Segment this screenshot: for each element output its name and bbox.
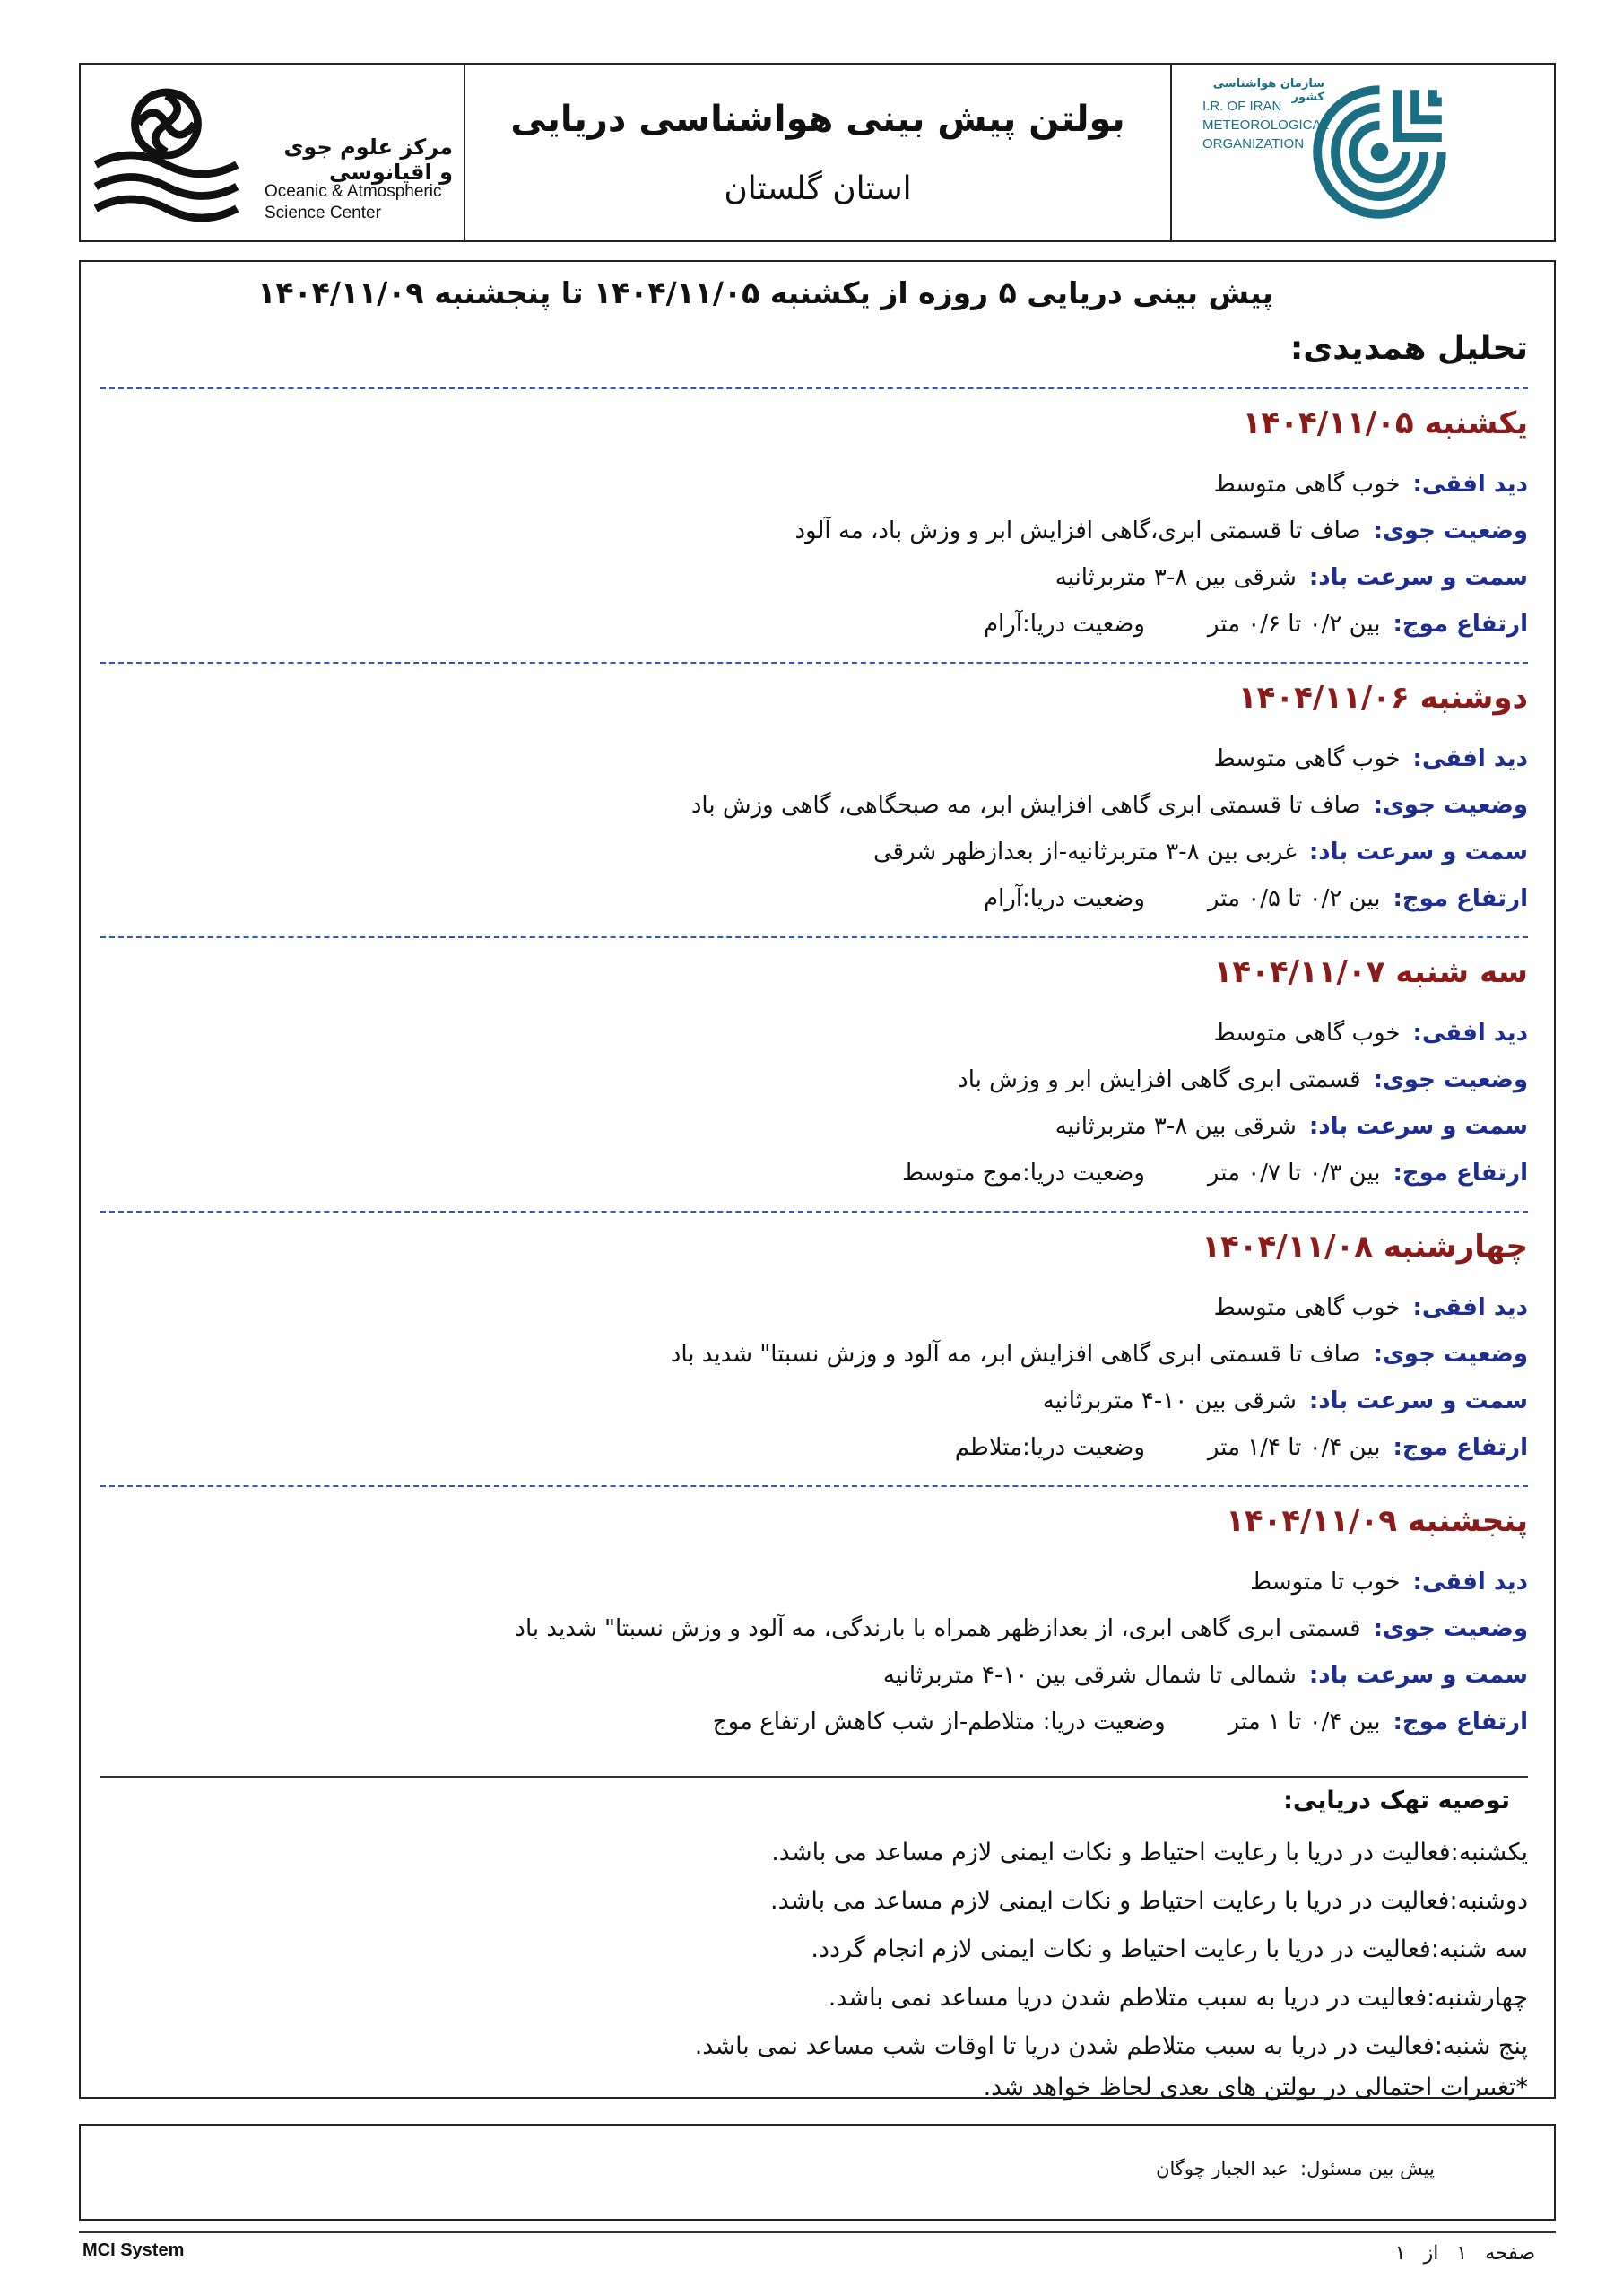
weather-row	[958, 1066, 1528, 1093]
day-title: یکشنبه ۱۴۰۴/۱۱/۰۵	[1242, 405, 1528, 441]
footer-divider	[79, 2231, 1556, 2233]
day-title: سه شنبه ۱۴۰۴/۱۱/۰۷	[1213, 954, 1528, 990]
org-logo-cell	[1170, 65, 1554, 240]
weather-label: وضعیت جوی:	[1373, 517, 1528, 544]
weather-value: قسمتی ابری گاهی افزایش ابر و وزش باد	[958, 1066, 1361, 1093]
visibility-label: دید افقی:	[1412, 1294, 1528, 1321]
center-name-en-line: Science Center	[265, 204, 381, 222]
visibility-row	[1214, 745, 1528, 772]
wind-label: سمت و سرعت باد:	[1308, 1387, 1528, 1414]
wave-value: بین ۰/۲ تا ۰/۶ متر	[1207, 611, 1381, 638]
weather-row	[794, 517, 1528, 544]
page-indicator	[1386, 2242, 1544, 2265]
org-name-en	[1202, 97, 1337, 153]
sea-state: وضعیت دریا:آرام	[983, 611, 1145, 638]
wind-row	[883, 1662, 1528, 1689]
science-center-logo-icon	[88, 74, 245, 230]
wind-row	[1043, 1387, 1528, 1414]
wave-row	[984, 611, 1528, 638]
weather-label: وضعیت جوی:	[1373, 792, 1528, 819]
weather-label: وضعیت جوی:	[1373, 1066, 1528, 1093]
section-divider	[100, 1776, 1528, 1778]
weather-row	[691, 792, 1528, 819]
advice-title: توصیه تهک دریایی:	[1283, 1787, 1510, 1814]
forecast-title: پیش بینی دریایی ۵ روزه از یکشنبه ۱۴۰۴/۱۱/۰۵ تا پنجشنبه ۱۴۰۴/۱۱/۰۹	[257, 275, 1273, 310]
sea-state: وضعیت دریا:موج متوسط	[901, 1160, 1145, 1187]
wave-value: بین ۰/۳ تا ۰/۷ متر	[1207, 1160, 1381, 1187]
dashed-divider	[100, 936, 1528, 938]
wave-label: ارتفاع موج:	[1393, 611, 1528, 638]
day-title: دوشنبه ۱۴۰۴/۱۱/۰۶	[1237, 680, 1528, 716]
wave-label: ارتفاع موج:	[1393, 885, 1528, 912]
visibility-row	[1214, 1294, 1528, 1321]
weather-label: وضعیت جوی:	[1373, 1615, 1528, 1642]
advice-line: چهارشنبه:فعالیت در دریا به سبب متلاطم شدن دریا مساعد نمی باشد.	[828, 1984, 1528, 2012]
advice-line: پنج شنبه:فعالیت در دریا به سبب متلاطم شدن دریا تا اوقات شب مساعد نمی باشد.	[694, 2032, 1528, 2060]
advice-line: سه شنبه:فعالیت در دریا با رعایت احتیاط و نکات ایمنی لازم انجام گردد.	[811, 1935, 1528, 1963]
visibility-value: خوب گاهی متوسط	[1213, 471, 1401, 498]
of-label: از	[1423, 2242, 1439, 2265]
org-name-en-line: I.R. OF IRAN	[1202, 99, 1282, 114]
dashed-divider	[100, 1485, 1528, 1487]
visibility-label: دید افقی:	[1412, 745, 1528, 772]
visibility-row	[1250, 1569, 1528, 1596]
sea-state: وضعیت دریا:آرام	[983, 885, 1145, 912]
visibility-row	[1214, 1020, 1528, 1047]
wind-label: سمت و سرعت باد:	[1308, 1662, 1528, 1689]
sea-state: وضعیت دریا: متلاطم-از شب کاهش ارتفاع موج	[712, 1709, 1166, 1735]
wave-value: بین ۰/۴ تا ۱ متر	[1228, 1709, 1381, 1735]
forecaster-signature	[1156, 2158, 1435, 2179]
visibility-value: خوب گاهی متوسط	[1213, 1294, 1401, 1321]
wind-row	[1055, 564, 1528, 591]
org-name-en-line: ORGANIZATION	[1202, 136, 1305, 152]
wave-label: ارتفاع موج:	[1393, 1160, 1528, 1187]
org-name-en-line: METEOROLOGICAL	[1202, 117, 1329, 133]
wind-value: شرقی بین ۸-۳ متربرثانیه	[1055, 1113, 1297, 1140]
sea-state: وضعیت دریا:متلاطم	[954, 1434, 1145, 1461]
system-name: MCI System	[82, 2240, 185, 2260]
day-title: پنجشنبه ۱۴۰۴/۱۱/۰۹	[1226, 1503, 1528, 1539]
bulletin-header	[79, 63, 1556, 242]
wave-label: ارتفاع موج:	[1393, 1434, 1528, 1461]
wind-row	[1055, 1113, 1528, 1140]
dashed-divider	[100, 1211, 1528, 1213]
weather-label: وضعیت جوی:	[1373, 1341, 1528, 1368]
wind-row	[873, 839, 1528, 865]
weather-value: صاف تا قسمتی ابری،گاهی افزایش ابر و وزش باد، مه آلود	[794, 517, 1361, 544]
dashed-divider	[100, 662, 1528, 664]
day-title: چهارشنبه ۱۴۰۴/۱۱/۰۸	[1202, 1229, 1528, 1265]
visibility-label: دید افقی:	[1412, 471, 1528, 498]
advice-line: دوشنبه:فعالیت در دریا با رعایت احتیاط و نکات ایمنی لازم مساعد می باشد.	[770, 1887, 1528, 1915]
wind-value: شرقی بین ۸-۳ متربرثانیه	[1055, 564, 1297, 591]
forecaster-name: عبد الجبار چوگان	[1156, 2158, 1289, 2179]
wind-label: سمت و سرعت باد:	[1308, 564, 1528, 591]
visibility-label: دید افقی:	[1412, 1020, 1528, 1047]
weather-row	[515, 1615, 1528, 1642]
wave-value: بین ۰/۴ تا ۱/۴ متر	[1207, 1434, 1381, 1461]
center-name-en	[265, 181, 457, 224]
weather-value: قسمتی ابری گاهی ابری، از بعدازظهر همراه با بارندگی، مه آلود و وزش نسبتا" شدید باد	[515, 1615, 1361, 1642]
wave-row	[984, 885, 1528, 912]
wave-row	[902, 1160, 1528, 1187]
visibility-value: خوب تا متوسط	[1250, 1569, 1401, 1596]
wave-label: ارتفاع موج:	[1393, 1709, 1528, 1735]
page-number: ۱	[1456, 2242, 1468, 2265]
wind-value: شرقی بین ۱۰-۴ متربرثانیه	[1042, 1387, 1297, 1414]
advice-note: *تغییرات احتمالی در بولتن های بعدی لحاظ خواهد شد.	[983, 2074, 1528, 2101]
weather-value: صاف تا قسمتی ابری گاهی افزایش ابر، مه صبحگاهی، گاهی وزش باد	[690, 792, 1361, 819]
wind-label: سمت و سرعت باد:	[1308, 1113, 1528, 1140]
weather-value: صاف تا قسمتی ابری گاهی افزایش ابر، مه آلود و وزش نسبتا" شدید باد	[670, 1341, 1361, 1368]
weather-row	[671, 1341, 1528, 1368]
bulletin-title: بولتن پیش بینی هواشناسی دریایی	[510, 99, 1125, 140]
wind-value: شمالی تا شمال شرقی بین ۱۰-۴ متربرثانیه	[882, 1662, 1297, 1689]
forecaster-label: پیش بین مسئول:	[1300, 2158, 1435, 2179]
synoptic-analysis-label: تحلیل همدیدی:	[1289, 330, 1528, 367]
visibility-value: خوب گاهی متوسط	[1213, 745, 1401, 772]
wave-value: بین ۰/۲ تا ۰/۵ متر	[1207, 885, 1381, 912]
title-cell	[464, 65, 1170, 240]
wave-row	[955, 1434, 1528, 1461]
page-label: صفحه	[1485, 2242, 1535, 2265]
center-name-fa: مرکز علوم جوی و اقیانوسی	[283, 135, 453, 185]
visibility-value: خوب گاهی متوسط	[1213, 1020, 1401, 1047]
advice-line: یکشنبه:فعالیت در دریا با رعایت احتیاط و نکات ایمنی لازم مساعد می باشد.	[771, 1839, 1528, 1866]
province-name: استان گلستان	[724, 170, 912, 207]
wind-value: غربی بین ۸-۳ متربرثانیه-از بعدازظهر شرقی	[872, 839, 1297, 865]
org-name-fa: سازمان هواشناسی کشور	[1212, 77, 1324, 104]
wave-row	[713, 1709, 1528, 1735]
visibility-row	[1214, 471, 1528, 498]
visibility-label: دید افقی:	[1412, 1569, 1528, 1596]
wind-label: سمت و سرعت باد:	[1308, 839, 1528, 865]
dashed-divider	[100, 387, 1528, 389]
center-logo-cell	[81, 65, 464, 240]
center-name-en-line: Oceanic & Atmospheric	[265, 182, 442, 201]
page-total: ۱	[1394, 2242, 1406, 2265]
